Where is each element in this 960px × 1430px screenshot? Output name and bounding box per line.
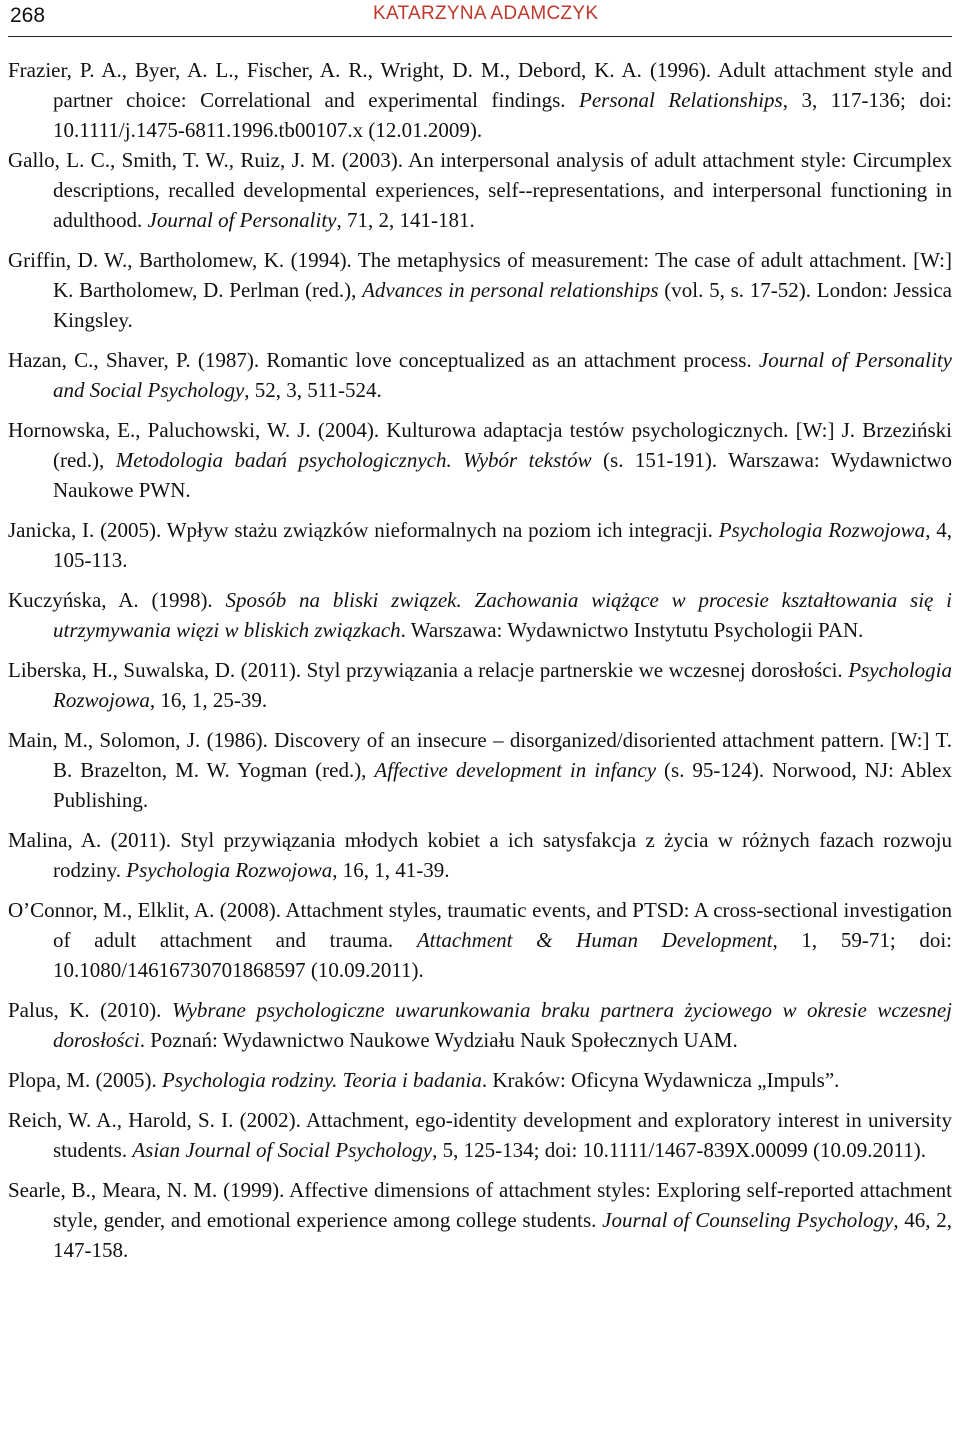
reference-entry: O’Connor, M., Elklit, A. (2008). Attachment styles, traumatic events, and PTSD: A cross-sectional investigation of adult attachment and trauma. Attachment & Human Development, 1, 59-71; doi: 10.1080/14616730701868597 (10.09.2011). <box>8 898 953 982</box>
page-header <box>8 0 952 37</box>
reference-entry: Gallo, L. C., Smith, T. W., Ruiz, J. M. (2003). An interpersonal analysis of adult attachment style: Circumplex descriptions, recalled developmental experiences, self--representations, and interpersonal functioning in adulthood. Journal of Personality, 71, 2, 141-181. <box>8 148 952 232</box>
reference-entry: Frazier, P. A., Byer, A. L., Fischer, A. R., Wright, D. M., Debord, K. A. (1996). Adult attachment style and partner choice: Correlational and experimental findings. Personal Relationships, 3, 117-136; doi: 10.1111/j.1475-6811.1996.tb00107.x (12.01.2009). <box>8 58 952 142</box>
reference-entry: Kuczyńska, A. (1998). Sposób na bliski związek. Zachowania wiążące w procesie kształtowania się i utrzymywania więzi w bliskich związkach. Warszawa: Wydawnictwo Instytutu Psychologii PAN. <box>8 588 952 642</box>
reference-entry: Searle, B., Meara, N. M. (1999). Affective dimensions of attachment styles: Exploring self-reported attachment style, gender, and emotional experience among college students. Journal of Counseling Psychology, 46, 2, 147-158. <box>8 1178 953 1262</box>
reference-entry: Hornowska, E., Paluchowski, W. J. (2004). Kulturowa adaptacja testów psychologicznych. [W:] J. Brzeziński (red.), Metodologia badań psychologicznych. Wybór tekstów (s. 151-191). Warszawa: Wydawnictwo Naukowe PWN. <box>8 418 952 502</box>
reference-entry: Reich, W. A., Harold, S. I. (2002). Attachment, ego-identity development and exploratory interest in university students. Asian Journal of Social Psychology, 5, 125-134; doi: 10.1111/1467-839X.00099 (10.09.2011). <box>8 1108 952 1162</box>
reference-entry: Plopa, M. (2005). Psychologia rodziny. Teoria i badania. Kraków: Oficyna Wydawnicza „Impuls”. <box>8 1068 840 1092</box>
reference-entry: Main, M., Solomon, J. (1986). Discovery of an insecure – disorganized/disoriented attachment pattern. [W:] T. B. Brazelton, M. W. Yogman (red.), Affective development in infancy (s. 95-124). Norwood, NJ: Ablex Publishing. <box>8 728 952 812</box>
reference-entry: Hazan, C., Shaver, P. (1987). Romantic love conceptualized as an attachment process. Journal of Personality and Social Psychology, 52, 3, 511-524. <box>8 348 952 402</box>
running-head-author: KATARZYNA ADAMCZYK <box>373 3 599 24</box>
reference-entry: Palus, K. (2010). Wybrane psychologiczne uwarunkowania braku partnera życiowego w okresie wczesnej dorosłości. Poznań: Wydawnictwo Naukowe Wydziału Nauk Społecznych UAM. <box>8 998 952 1052</box>
reference-list <box>8 55 952 1265</box>
page-number: 268 <box>10 4 46 27</box>
reference-entry: Malina, A. (2011). Styl przywiązania młodych kobiet a ich satysfakcja z życia w różnych fazach rozwoju rodziny. Psychologia Rozwojowa, 16, 1, 41-39. <box>8 828 952 882</box>
reference-entry: Janicka, I. (2005). Wpływ stażu związków nieformalnych na poziom ich integracji. Psychologia Rozwojowa, 4, 105-113. <box>8 518 952 572</box>
reference-entry: Griffin, D. W., Bartholomew, K. (1994). The metaphysics of measurement: The case of adult attachment. [W:] K. Bartholomew, D. Perlman (red.), Advances in personal relationships (vol. 5, s. 17-52). London: Jessica Kingsley. <box>8 248 953 332</box>
reference-entry: Liberska, H., Suwalska, D. (2011). Styl przywiązania a relacje partnerskie we wczesnej dorosłości. Psychologia Rozwojowa, 16, 1, 25-39. <box>8 658 952 712</box>
